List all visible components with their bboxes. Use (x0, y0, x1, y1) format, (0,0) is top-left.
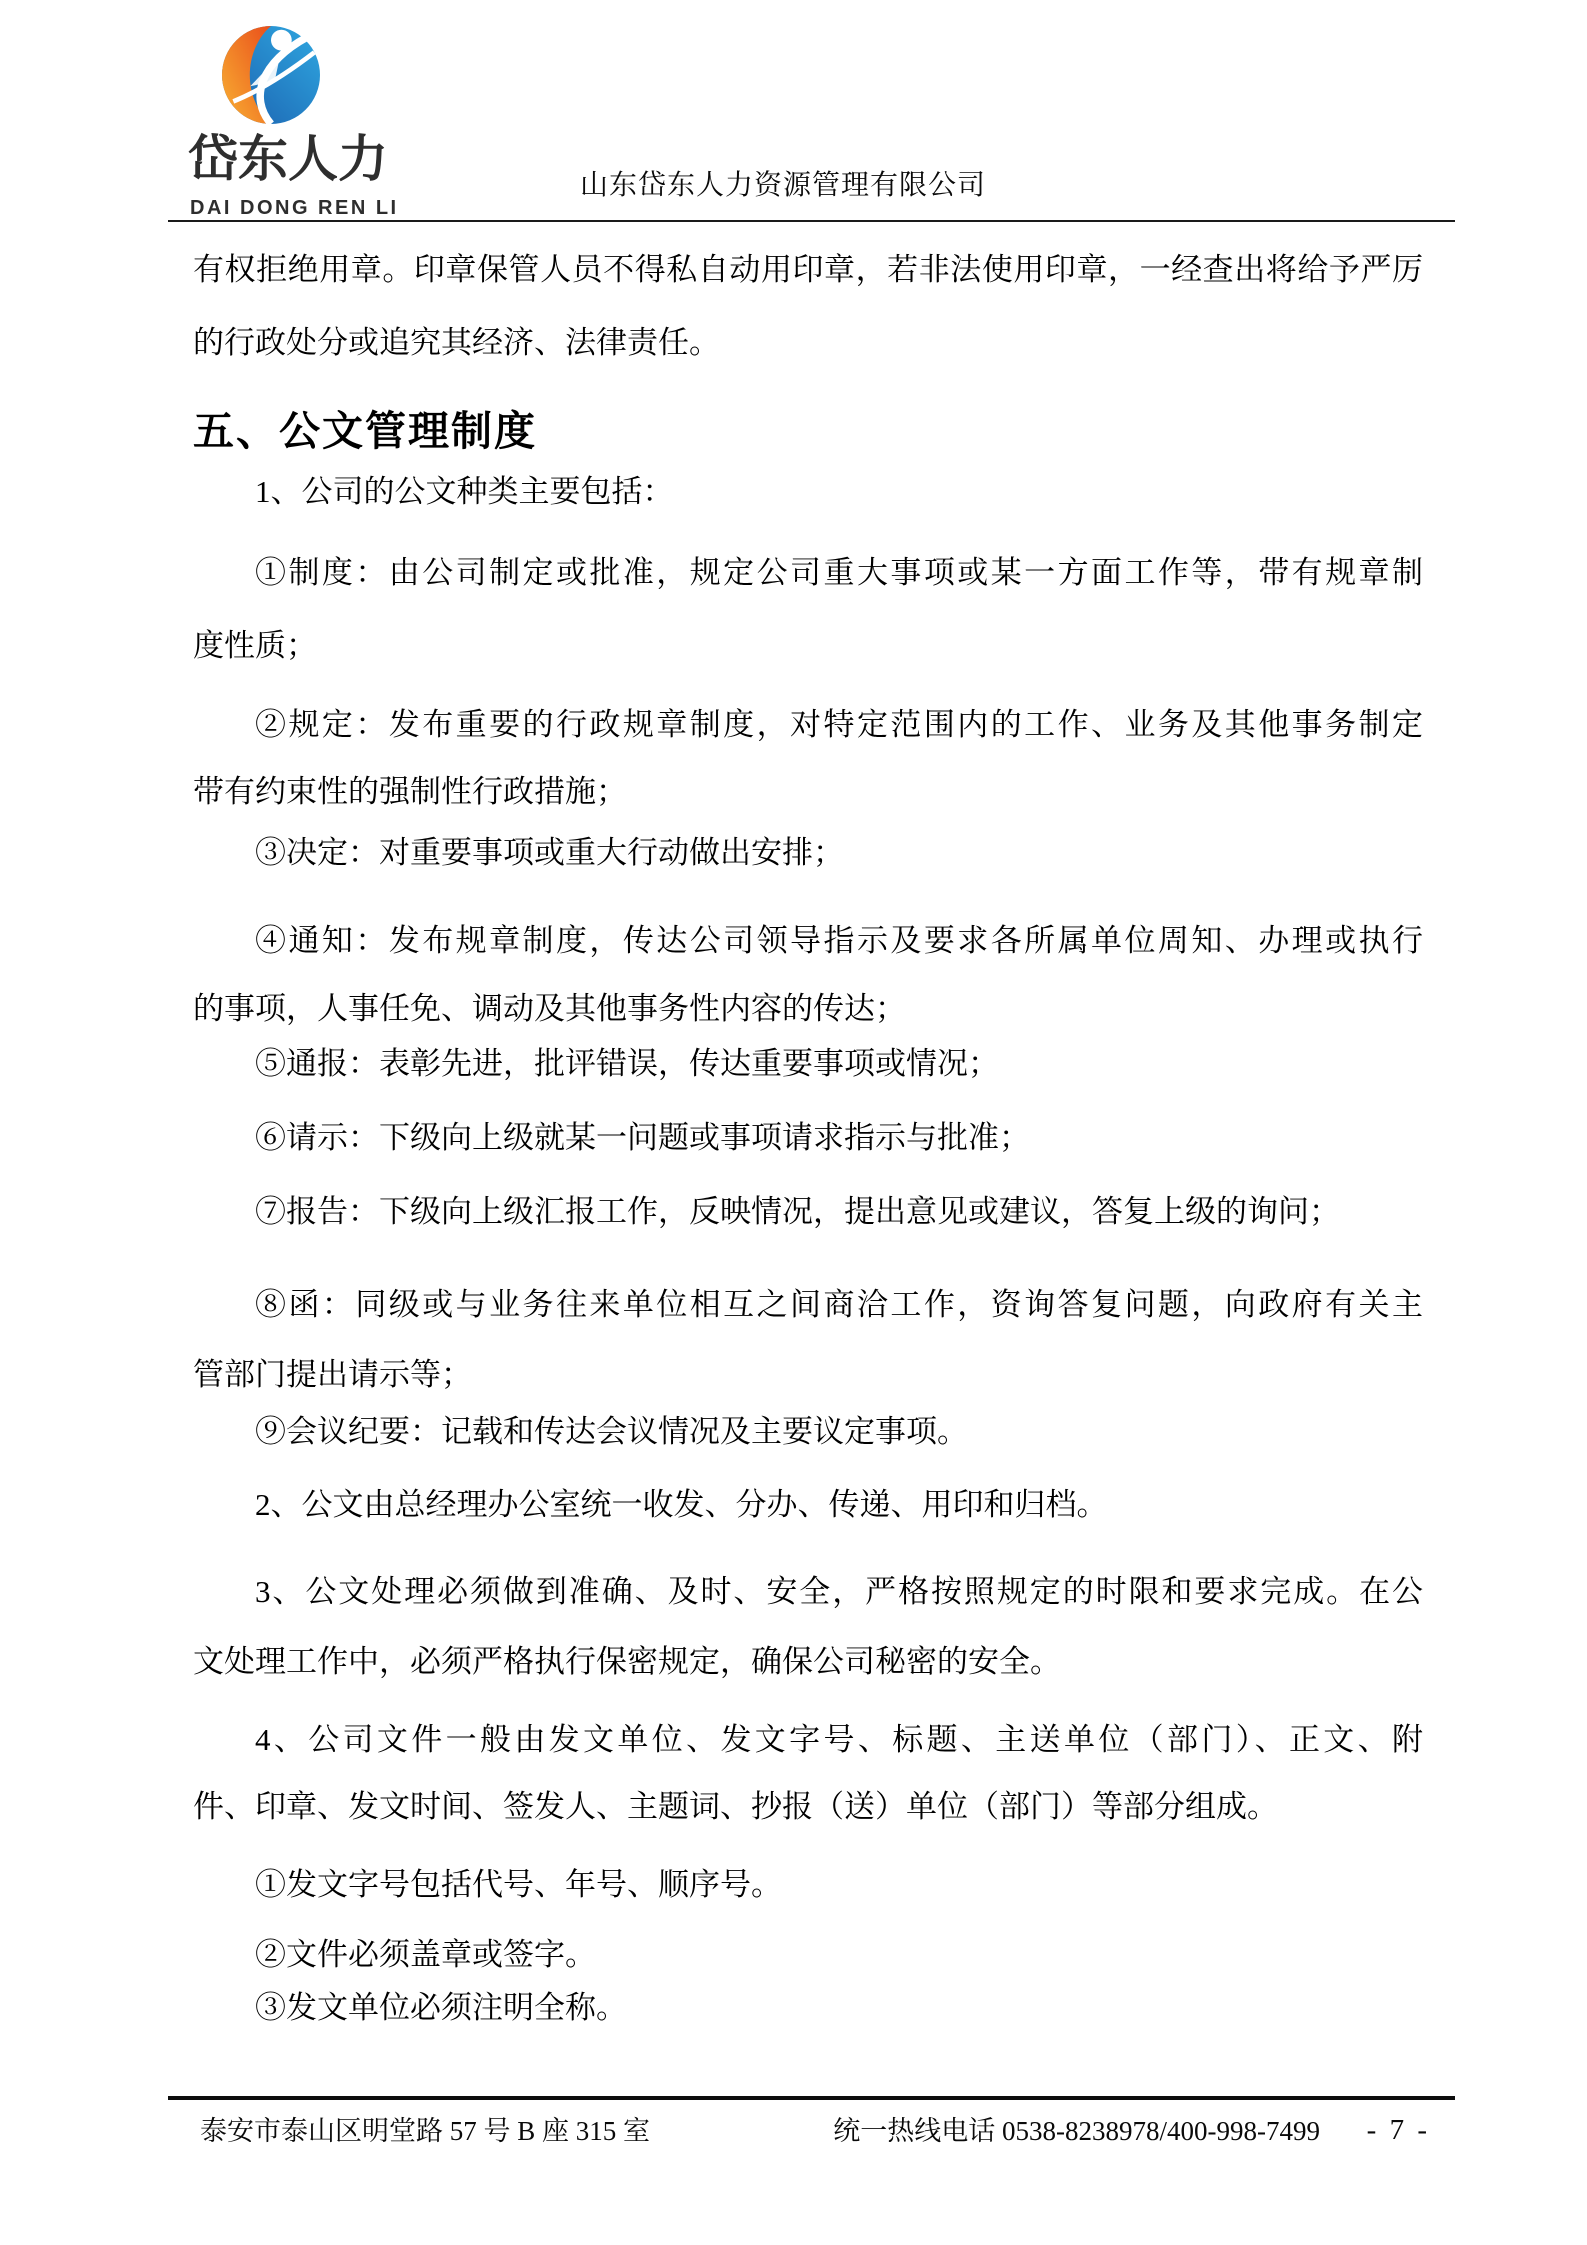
company-logo-icon (222, 26, 320, 124)
header-divider (168, 220, 1455, 222)
paragraph-line: 度性质； (193, 628, 317, 663)
paragraph-line: 的事项，人事任免、调动及其他事务性内容的传达； (193, 991, 906, 1026)
paragraph-line: ④通知：发布规章制度，传达公司领导指示及要求各所属单位周知、办理或执行 (255, 923, 1423, 958)
paragraph-line: 2、公文由总经理办公室统一收发、分办、传递、用印和归档。 (255, 1487, 1108, 1522)
paragraph-line: 带有约束性的强制性行政措施； (193, 774, 627, 809)
paragraph-line: 的行政处分或追究其经济、法律责任。 (193, 325, 720, 360)
paragraph-line: 文处理工作中，必须严格执行保密规定，确保公司秘密的安全。 (193, 1644, 1061, 1679)
logo-chinese-text: 岱东人力 (188, 131, 388, 187)
paragraph-line: ②规定：发布重要的行政规章制度，对特定范围内的工作、业务及其他事务制定 (255, 707, 1423, 742)
page-number: - 7 - (1366, 2114, 1430, 2146)
footer-address: 泰安市泰山区明堂路 57 号 B 座 315 室 (200, 2116, 651, 2146)
logo-latin-text: DAI DONG REN LI (190, 197, 399, 219)
section-heading: 五、公文管理制度 (193, 408, 537, 454)
paragraph-line: ③发文单位必须注明全称。 (255, 1990, 627, 2025)
paragraph-line: ①发文字号包括代号、年号、顺序号。 (255, 1867, 782, 1902)
paragraph-line: 4、公司文件一般由发文单位、发文字号、标题、主送单位（部门）、正文、附 (255, 1722, 1423, 1757)
paragraph-line: ⑦报告：下级向上级汇报工作，反映情况，提出意见或建议，答复上级的询问； (255, 1194, 1340, 1229)
paragraph-line: 1、公司的公文种类主要包括： (255, 474, 674, 509)
paragraph-line: ⑧函：同级或与业务往来单位相互之间商洽工作，资询答复问题，向政府有关主 (255, 1287, 1423, 1322)
paragraph-line: 件、印章、发文时间、签发人、主题词、抄报（送）单位（部门）等部分组成。 (193, 1789, 1278, 1824)
paragraph-line: ②文件必须盖章或签字。 (255, 1937, 596, 1972)
paragraph-line: 3、公文处理必须做到准确、及时、安全，严格按照规定的时限和要求完成。在公 (255, 1574, 1423, 1609)
company-name: 山东岱东人力资源管理有限公司 (580, 170, 987, 201)
footer-hotline: 统一热线电话 0538-8238978/400-998-7499 (833, 2116, 1320, 2146)
paragraph-line: 有权拒绝用章。印章保管人员不得私自动用印章，若非法使用印章，一经查出将给予严厉 (193, 252, 1423, 287)
paragraph-line: ①制度：由公司制定或批准，规定公司重大事项或某一方面工作等，带有规章制 (255, 555, 1423, 590)
paragraph-line: ⑨会议纪要：记载和传达会议情况及主要议定事项。 (255, 1414, 968, 1449)
paragraph-line: ③决定：对重要事项或重大行动做出安排； (255, 835, 844, 870)
paragraph-line: 管部门提出请示等； (193, 1357, 472, 1392)
paragraph-line: ⑤通报：表彰先进，批评错误，传达重要事项或情况； (255, 1046, 999, 1081)
paragraph-line: ⑥请示：下级向上级就某一问题或事项请求指示与批准； (255, 1120, 1030, 1155)
footer-divider (168, 2096, 1455, 2100)
